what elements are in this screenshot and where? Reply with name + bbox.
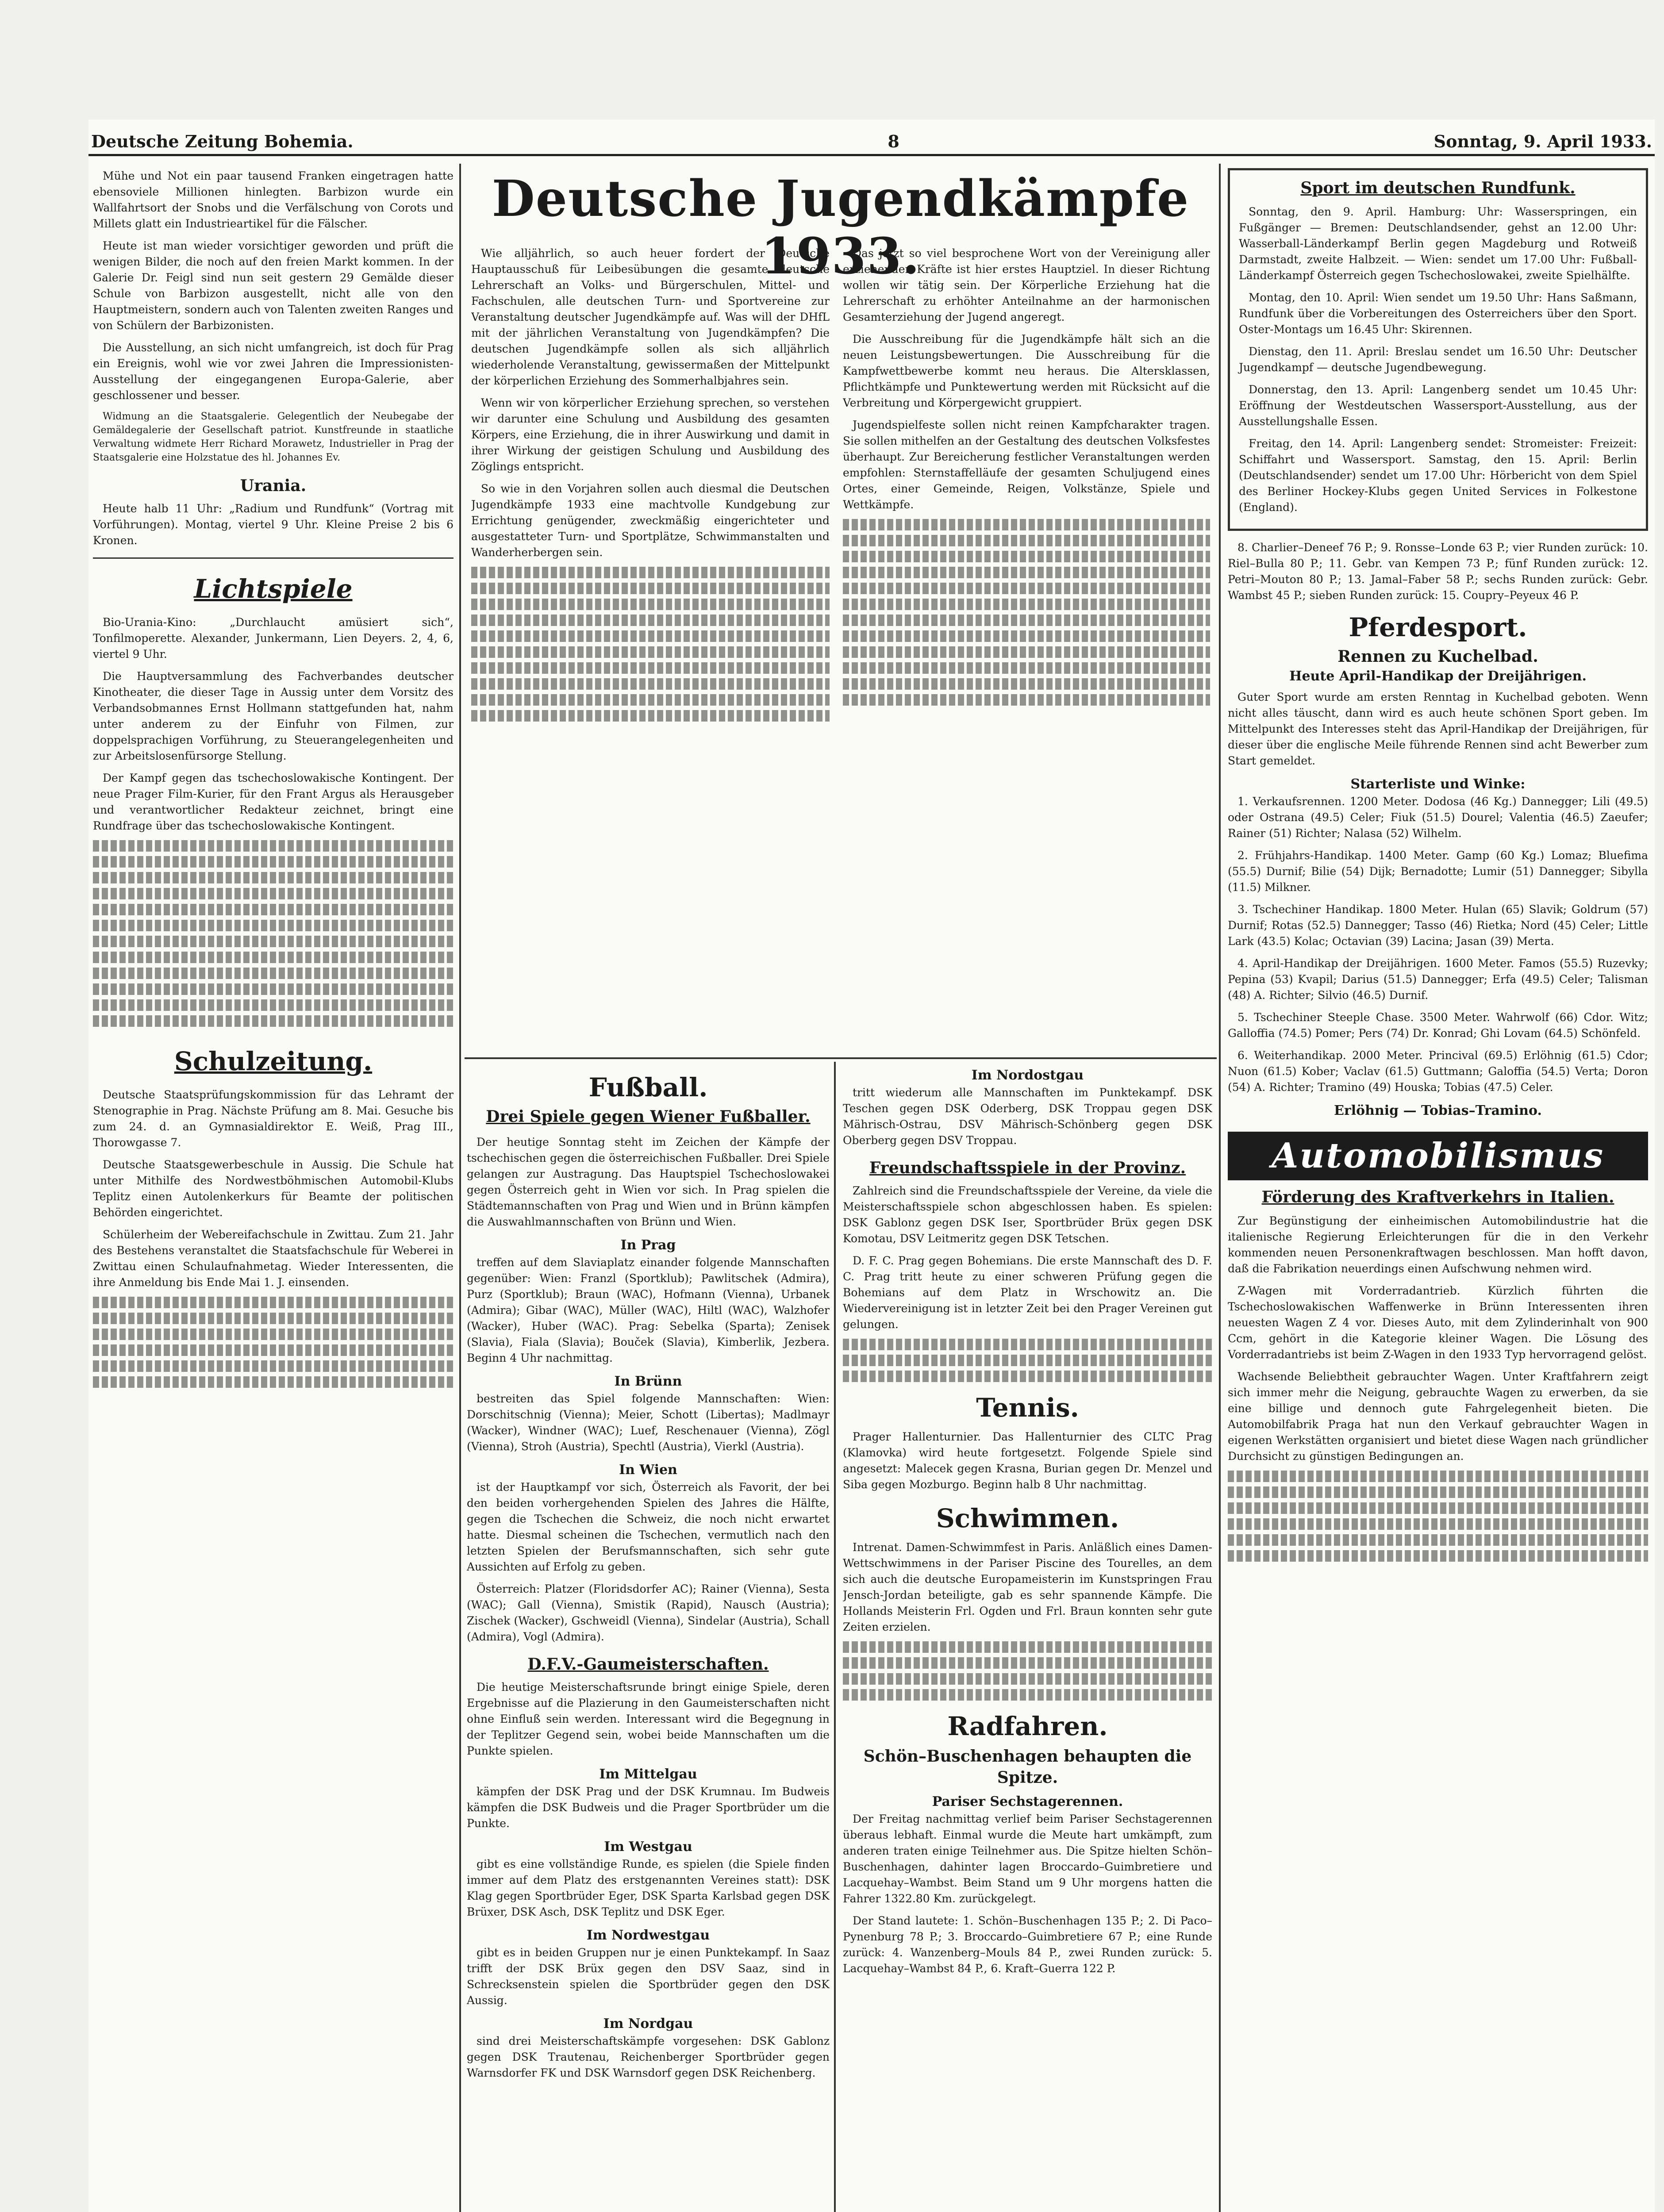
auto-p3: Wachsende Beliebtheit gebrauchter Wagen. Unter Kraftfahrern zeigt sich immer mehr die Neigung, gebrauchte Wagen zu erwerben, da sie eine billige und dennoch gute Fahrgelegenheit bieten. Die Automobilfabrik Praga hat nun den Verkauf gebrauchter Wagen in eigenen Werkstätten organisiert und bietet diese Wagen nach gründlicher Durchsicht zu günstigen Bedingungen an. xyxy=(1228,1370,1648,1463)
auto-p1: Zur Begünstigung der einheimischen Automobilindustrie hat die italienische Regierung Erleichterungen für die in den Verkehr kommenden neuen Personenkraftwagen beschlossen. Man hofft davon, daß die Fabrikation neuerdings einen Aufschwung nehmen wird. xyxy=(1228,1214,1648,1275)
column-rule xyxy=(459,164,461,2212)
text-filler xyxy=(843,535,1210,546)
text-filler xyxy=(843,583,1210,594)
dfc-text: D. F. C. Prag gegen Bohemians. Die erste Mannschaft des D. F. C. Prag tritt heute zu einer schweren Prüfung gegen die Bohemians auf dem Platz in Wrschowitz an. Die Wiedervereinigung ist in letzter Zeit bei den Prager Vereinen gut gelungen. xyxy=(843,1254,1212,1331)
text-filler xyxy=(471,694,830,706)
mittelgau-text: kämpfen der DSK Prag und der DSK Krumnau. Im Budweis kämpfen die DSK Budweis und die Prager Sportbrüder um die Punkte. xyxy=(467,1785,830,1830)
nordostgau-text: tritt wiederum alle Mannschaften im Punktekampf. DSK Teschen gegen DSK Oderberg, DSK Troppau gegen DSK Mährisch-Ostrau, DSV Mährisch-Schönberg gegen DSK Oberberg gegen DSV Troppau. xyxy=(843,1086,1212,1147)
urania-text: Heute halb 11 Uhr: „Radium und Rundfunk“ (Vortrag mit Vorführungen). Montag, viertel 9 Uhr. Kleine Preise 2 bis 6 Kronen. xyxy=(93,502,453,547)
text-filler xyxy=(93,983,453,995)
freundschaft-text: Zahlreich sind die Freundschaftsspiele der Vereine, da viele die Meisterschaftsspiele schon abgeschlossen haben. Es spielen: DSK Gablonz gegen DSK Iser, Sportbrüder Brüx gegen DSK Komotau, DSV Leitmeritz gegen DSK Tetschen. xyxy=(843,1184,1212,1245)
note-staatsgalerie: Widmung an die Staatsgalerie. Gelegentlich der Neubegabe der Gemäldegalerie der Gesellschaft patriot. Kunstfreunde in staatliche Verwaltung widmete Herr Richard Morawetz, Industrieller in Prag der Staatsgalerie eine Holzstatue des hl. Johannes Ev. xyxy=(93,411,453,463)
text-filler xyxy=(843,1339,1212,1350)
text-filler xyxy=(843,1673,1212,1685)
column-rule xyxy=(1219,164,1221,2212)
text-filler xyxy=(843,646,1210,658)
main-p3: So wie in den Vorjahren sollen auch diesmal die Deutschen Jugendkämpfe 1933 eine machtvolle Kundgebung zur Errichtung genügender, zweckmäßig eingerichteter und ausgestatteter Turn- und Sportplätze, Schwimmanstalten und Wanderherbergen sein. xyxy=(471,482,830,559)
wien-heading: In Wien xyxy=(619,1462,677,1478)
text-filler xyxy=(1228,1534,1648,1546)
main-article xyxy=(467,166,1214,1055)
mittelgau-heading: Im Mittelgau xyxy=(599,1767,697,1782)
text-filler xyxy=(93,1329,453,1340)
pferdesport-heading: Pferdesport. xyxy=(1349,612,1527,642)
fussball-intro: Der heutige Sonntag steht im Zeichen der Kämpfe der tschechischen gegen die österreichischen Fußballer. Drei Spiele gelangen zur Austragung. Das Hauptspiel Tschechoslowakei gegen Österreich geht in Wien vor sich. In Prag spielen die Städtemannschaften von Prag und Wien und in Brünn kämpfen die Auswahlmannschaften von Brünn und Wien. xyxy=(467,1136,830,1228)
text-filler xyxy=(471,567,830,578)
rundfunk-p2: Montag, den 10. April: Wien sendet um 19.50 Uhr: Hans Saßmann, Rundfunk über die Vorbereitungen des Osterreichers über den Sport. Oster-Montags um 16.45 Uhr: Skirennen. xyxy=(1239,291,1637,336)
text-filler xyxy=(471,614,830,626)
fussball-heading: Fußball. xyxy=(588,1072,708,1102)
fussball-wien-lineup: Österreich: Platzer (Floridsdorfer AC); Rainer (Vienna), Sesta (WAC); Gall (Vienna), Smistik (Rapid), Nausch (Austria); Zischek (Wacker), Gschweidl (Vienna), Sindelar (Austria), Schall (Admira), Vogl (Admira). xyxy=(467,1582,830,1643)
nordwestgau-text: gibt es in beiden Gruppen nur je einen Punktekampf. In Saaz trifft der DSK Brüx gegen den DSV Saaz, sind in Schrecksenstein spielen die Sportbrüder gegen den DSK Aussig. xyxy=(467,1946,830,2007)
text-filler xyxy=(471,583,830,594)
column-fussball xyxy=(467,1066,830,2212)
divider xyxy=(93,557,453,559)
text-filler xyxy=(843,551,1210,562)
column-rule xyxy=(834,1062,836,2212)
text-filler xyxy=(93,1313,453,1324)
newspaper-page xyxy=(88,119,1655,2212)
rundfunk-p3: Dienstag, den 11. April: Breslau sendet um 16.50 Uhr: Deutscher Jugendkampf — deutsche Jugendbewegung. xyxy=(1239,345,1637,374)
prag-heading: In Prag xyxy=(620,1237,676,1253)
main-p2: Wenn wir von körperlicher Erziehung sprechen, so verstehen wir darunter eine Schulung und Ausbildung des gesamten Körpers, eine Erziehung, die in ihrer Auswirkung und damit in ihrer Wirkung der geistigen Schulung und Ausbildung des Zöglings entspricht. xyxy=(471,396,830,473)
column-left xyxy=(93,168,453,2212)
lichtspiele-p3: Der Kampf gegen das tschechoslowakische Kontingent. Der neue Prager Film-Kurier, für den Frant Argus als Herausgeber und verantwortlicher Redakteur zeichnet, bringt eine Rundfrage über das tschechoslowakische Kontingent. xyxy=(93,772,453,832)
text-filler xyxy=(93,999,453,1011)
westgau-heading: Im Westgau xyxy=(604,1839,692,1855)
text-filler xyxy=(843,1371,1212,1382)
text-filler xyxy=(471,646,830,658)
april-handikap-heading: Heute April-Handikap der Dreijährigen. xyxy=(1289,668,1587,684)
nordgau-heading: Im Nordgau xyxy=(603,2016,693,2032)
fussball-prag: treffen auf dem Slaviaplatz einander folgende Mannschaften gegenüber: Wien: Franzl (Sportklub); Pawlitschek (Admira), Purz (Sportklub); Braun (WAC), Hofmann (Vienna), Urbanek (Admira); Gibar (WAC), Müller (WAC), Hiltl (WAC), Walzhofer (Wacker), Huber (WAC). Prag: Sebelka (Sparta); Zenisek (Slavia), Fiala (Slavia); Bouček (Slavia), Kimberlik, Jezbera. Beginn 4 Uhr nachmittag. xyxy=(467,1256,830,1364)
text-filler xyxy=(471,599,830,610)
text-filler xyxy=(471,630,830,642)
radfahren-heading: Radfahren. xyxy=(947,1711,1108,1741)
text-filler xyxy=(93,904,453,915)
starterliste-heading: Starterliste und Winke: xyxy=(1350,776,1526,792)
article-barbizon-p3: Die Ausstellung, an sich nicht umfangreich, ist doch für Prag ein Ereignis, wohl wie vor zwei Jahren die Impressionisten-Ausstellung der eingegangenen Europa-Galerie, aber geschlossener und besser. xyxy=(93,341,453,402)
rundfunk-heading: Sport im deutschen Rundfunk. xyxy=(1300,179,1576,197)
main-article-headline: Deutsche Jugendkämpfe 1933. xyxy=(492,170,1190,285)
lichtspiele-p2: Die Hauptversammlung des Fachverbandes deutscher Kinotheater, die dieser Tage in Aussig unter dem Vorsitz des Verbandsobmannes Ernst Hollmann stattgefunden hat, nahm unter anderem zu der Einfuhr von Filmen, zur doppelsprachigen Vorführung, zu Steuerangelegenheiten und zur Arbeitslosenfürsorge Stellung. xyxy=(93,670,453,762)
main-p4: Das jetzt so viel besprochene Wort von der Vereinigung aller erziehenden Kräfte ist hier erstes Hauptziel. In dieser Richtung wollen wir tätig sein. Der Körperliche Erziehung hat die Lehrerschaft zu erhöhter Anteilnahme an der harmonischen Gesamterziehung der Jugend angeregt. xyxy=(843,247,1210,323)
race-6: 6. Weiterhandikap. 2000 Meter. Princival (69.5) Erlöhnig (61.5) Cdor; Nuon (61.5) Kober; Vaclav (61.5) Guttmann; Galoffia (54.5) Verta; Doron (54) A. Richter; Tramino (49) Houska; Tobias (47.5) Celer. xyxy=(1228,1049,1648,1094)
text-filler xyxy=(1228,1502,1648,1514)
text-filler xyxy=(843,1641,1212,1653)
text-filler xyxy=(471,710,830,722)
auto-p2: Z-Wagen mit Vorderradantrieb. Kürzlich führten die Tschechoslowakischen Waffenwerke in Brünn Interessenten ihren neuesten Wagen Z 4 vor. Dieses Auto, mit dem Zylinderinhalt von 900 Ccm, gehört in die Kategorie kleiner Wagen. Die Lösung des Vorderradantriebs ist beim Z-Wagen in den 1933 Typ hervorragend gelöst. xyxy=(1228,1284,1648,1361)
text-filler xyxy=(843,567,1210,578)
lichtspiele-p1: Bio-Urania-Kino: „Durchlaucht amüsiert sich“, Tonfilmoperette. Alexander, Junkermann, Lien Deyers. 2, 4, 6, viertel 9 Uhr. xyxy=(93,616,453,661)
text-filler xyxy=(843,630,1210,642)
main-article-col-b xyxy=(843,246,1210,1051)
text-filler xyxy=(1228,1550,1648,1562)
rundfunk-box xyxy=(1228,168,1648,531)
fussball-subheading: Drei Spiele gegen Wiener Fußballer. xyxy=(486,1107,811,1126)
column-sport-misc xyxy=(843,1066,1212,2212)
nordgau-text: sind drei Meisterschaftskämpfe vorgesehen: DSK Gablonz gegen DSK Trautenau, Reichenberger Sportbrüder gegen Warnsdorfer FK und DSK Warnsdorf gegen DSK Reichenberg. xyxy=(467,2035,830,2079)
text-filler xyxy=(93,1297,453,1308)
text-filler xyxy=(1228,1518,1648,1530)
text-filler xyxy=(93,872,453,883)
text-filler xyxy=(93,856,453,868)
text-filler xyxy=(93,1360,453,1372)
text-filler xyxy=(93,968,453,979)
header-page-number: 8 xyxy=(888,131,899,151)
main-p6: Jugendspielfeste sollen nicht reinen Kampfcharakter tragen. Sie sollen mithelfen an der Gestaltung des deutschen Volksfestes überhaupt. Zur Bereicherung festlicher Veranstaltungen werden empfohlen: Sternstaffelläufe der gesamten Schuljugend eines Ortes, einer Gemeinde, Reigen, Volkstänze, Spiele und Wettkämpfe. xyxy=(843,419,1210,511)
race-1: 1. Verkaufsrennen. 1200 Meter. Dodosa (46 Kg.) Dannegger; Lili (49.5) oder Ostrana (49.5) Celer; Fiuk (51.5) Dourel; Valentia (46.5) Zaeufer; Rainer (51) Richter; Nalasa (52) Wilhelm. xyxy=(1228,795,1648,840)
race-2: 2. Frühjahrs-Handikap. 1400 Meter. Gamp (60 Kg.) Lomaz; Bluefima (55.5) Durnif; Bilie (54) Dijk; Bernadotte; Lumir (51) Dannegger; Sibylla (11.5) Milkner. xyxy=(1228,849,1648,894)
race-3: 3. Tschechiner Handikap. 1800 Meter. Hulan (65) Slavik; Goldrum (57) Durnif; Rotas (52.5) Dannegger; Tasso (46) Rietka; Nord (45) Celer; Little Lark (43.5) Kolac; Octavian (39) Lacina; Jasan (39) Merta. xyxy=(1228,903,1648,948)
schulzeitung-heading: Schulzeitung. xyxy=(174,1046,373,1076)
main-p5: Die Ausschreibung für die Jugendkämpfe hält sich an die neuen Leistungsbewertungen. Die Ausschreibung für die Kampfwettbewerbe kommt neu heraus. Die Altersklassen, Pflichtkämpfe und Punktewertung werden mit Rücksicht auf die Verbreitung und Körpergewicht gruppiert. xyxy=(843,333,1210,409)
schwimmen-heading: Schwimmen. xyxy=(936,1503,1119,1533)
radfahren-text: Der Freitag nachmittag verlief beim Pariser Sechstagerennen überaus lebhaft. Einmal wurde die Meute hart umkämpft, zum anderen traten einige Teilnehmer aus. Die Spitze hielten Schön–Buschenhagen, dahinter lagen Broccardo–Guimbretiere und Lacquehay–Wambst. Beim Stand um 9 Uhr morgens hatten die Fahrer 1322.80 Km. zurückgelegt. xyxy=(843,1813,1212,1905)
lichtspiele-heading: Lichtspiele xyxy=(194,574,353,604)
text-filler xyxy=(1228,1471,1648,1482)
page-header xyxy=(88,127,1655,156)
dfv-text: Die heutige Meisterschaftsrunde bringt einige Spiele, deren Ergebnisse auf die Plazierung in den Gaumeisterschaften nicht ohne Einfluß sein werden. Interessant wird die Begegnung in der Teplitzer Gegend sein, wobei beide Mannschaften um die Punkte spielen. xyxy=(467,1681,830,1757)
text-filler xyxy=(93,1344,453,1356)
kuchelbad-heading: Rennen zu Kuchelbad. xyxy=(1337,647,1538,666)
rundfunk-p4: Donnerstag, den 13. April: Langenberg sendet um 10.45 Uhr: Eröffnung der Westdeutschen Wassersport-Ausstellung, aus der Ausstellungshalle Essen. xyxy=(1239,383,1637,428)
text-filler xyxy=(843,662,1210,674)
westgau-text: gibt es eine vollständige Runde, es spielen (die Spiele finden immer auf dem Platz des erstgenannten Vereines statt): DSK Klag gegen Sportbrüder Eger, DSK Sparta Karlsbad gegen DSK Brüxer, DSK Asch, DSK Teplitz und DSK Eger. xyxy=(467,1858,830,1918)
dfv-heading: D.F.V.-Gaumeisterschaften. xyxy=(527,1655,769,1674)
text-filler xyxy=(843,614,1210,626)
column-right xyxy=(1228,168,1648,2212)
pferde-p1: Guter Sport wurde am ersten Renntag in Kuchelbad geboten. Wenn nicht alles täuscht, dann wird es auch heute schönen Sport geben. Im Mittelpunkt des Interesses steht das April-Handikap der Dreijährigen, für dieser über die englische Meile führende Rennen sind acht Bewerber zum Start gemeldet. xyxy=(1228,691,1648,767)
freundschaft-heading: Freundschaftsspiele in der Provinz. xyxy=(869,1159,1186,1177)
tennis-heading: Tennis. xyxy=(976,1393,1079,1423)
fussball-wien: ist der Hauptkampf vor sich, Österreich als Favorit, der bei den beiden vorhergehenden Spielen des Jahres die Hälfte, gegen die Tschechen die Schweiz, die noch nicht erwartet hatte. Diesmal scheinen die Tschechen, vermutlich nach den letzten Spielen der Berufsmannschaften, sich sehr gute Aussichten auf Erfolg zu geben. xyxy=(467,1481,830,1573)
section-rule xyxy=(465,1057,1217,1059)
header-date: Sonntag, 9. April 1933. xyxy=(1433,131,1652,151)
kraftverkehr-heading: Förderung des Kraftverkehrs in Italien. xyxy=(1261,1188,1614,1206)
schwimmen-text: Intrenat. Damen-Schwimmfest in Paris. Anläßlich eines Damen-Wettschwimmens in der Pariser Piscine des Tourelles, an dem sich auch die deutsche Europameisterin im Kunstspringen Frau Jensch-Jordan beteiligte, gab es sehr spannende Kämpfe. Die Hollands Meisterin Frl. Ogden und Frl. Braun konnten sehr gute Zeiten erzielen. xyxy=(843,1541,1212,1633)
text-filler xyxy=(93,1015,453,1027)
text-filler xyxy=(1228,1486,1648,1498)
nordwestgau-heading: Im Nordwestgau xyxy=(586,1928,710,1943)
radfahren-standings: Der Stand lautete: 1. Schön–Buschenhagen 135 P.; 2. Di Paco–Pynenburg 78 P.; 3. Broccardo–Guimbretiere 67 P.; eine Runde zurück: 4. Wanzenberg–Mouls 84 P., zwei Runden zurück: 5. Lacquehay–Wambst 84 P., 6. Kraft–Guerra 122 P. xyxy=(843,1914,1212,1975)
text-filler xyxy=(93,1376,453,1388)
text-filler xyxy=(843,694,1210,706)
article-barbizon-p2: Heute ist man wieder vorsichtiger geworden und prüft die wenigen Bilder, die noch auf den freien Markt kommen. In der Galerie Dr. Feigl sind nun seit gestern 29 Gemälde dieser Schule von Barbizon ausgestellt, nicht alle von den Hauptmeistern, sondern auch von Talenten zweiten Ranges und von Schülern der Barbizonisten. xyxy=(93,239,453,332)
schule-p1: Deutsche Staatsprüfungskommission für das Lehramt der Stenographie in Prag. Nächste Prüfung am 8. Mai. Gesuche bis zum 24. d. an Gymnasialdirektor E. Weiß, Prag III., Thorowgasse 7. xyxy=(93,1088,453,1149)
radfahren-subheading: Schön–Buschenhagen behaupten die Spitze. xyxy=(863,1747,1192,1787)
text-filler xyxy=(471,678,830,690)
text-filler xyxy=(93,840,453,852)
schule-p3: Schülerheim der Webereifachschule in Zwittau. Zum 21. Jahr des Bestehens veranstaltet die Staatsfachschule für Weberei in Zwittau einen Schulaufnahmetag. Wieder Interessenten, die ihre Anmeldung bis Ende Mai 1. J. einsenden. xyxy=(93,1228,453,1289)
bruenn-heading: In Brünn xyxy=(614,1374,682,1389)
text-filler xyxy=(93,920,453,931)
text-filler xyxy=(843,1689,1212,1701)
text-filler xyxy=(843,678,1210,690)
article-barbizon-p1: Mühe und Not ein paar tausend Franken eingetragen hatte ebensoviele Millionen hinlegten. Barbizon wurde ein Wallfahrtsort der Snobs und die Verfälschung von Corots und Millets glatt ein Industrieartikel für die Fälscher. xyxy=(93,169,453,230)
text-filler xyxy=(93,888,453,899)
text-filler xyxy=(93,952,453,963)
sechstage-heading: Pariser Sechstagerennen. xyxy=(932,1794,1123,1809)
radrennen-results: 8. Charlier–Deneef 76 P.; 9. Ronsse–Londe 63 P.; vier Runden zurück: 10. Riel–Bulla 80 P.; 11. Gebr. van Kempen 73 P.; fünf Runden zurück: 12. Petri–Mouton 80 P.; 13. Jamal–Faber 58 P.; sechs Runden zurück: Gebr. Wambst 45 P.; sieben Runden zurück: 15. Coupry–Peyeux 46 P. xyxy=(1228,541,1648,602)
race-5: 5. Tschechiner Steeple Chase. 3500 Meter. Wahrwolf (66) Cdor. Witz; Galloffia (74.5) Pomer; Pers (74) Dr. Konrad; Ghi Lovam (64.5) Schönfeld. xyxy=(1228,1011,1648,1040)
main-p1: Wie alljährlich, so auch heuer fordert der Deutsche Hauptausschuß für Leibesübungen die gesamte deutsche Lehrerschaft an Volks- und Bürgerschulen, Mittel- und Fachschulen, alle deutschen Turn- und Sportvereine zur Veranstaltung deutscher Jugendkämpfe auf. Was will der DHfL mit der jährlichen Veranstaltung von Jugendkämpfen? Die deutschen Jugendkämpfe sollen als sich alljährlich wiederholende Veranstaltung, gewissermaßen der Mittelpunkt der körperlichen Erziehung des Sommerhalbjahres sein. xyxy=(471,247,830,387)
main-article-col-a xyxy=(471,246,830,1051)
schule-p2: Deutsche Staatsgewerbeschule in Aussig. Die Schule hat unter Mithilfe des Nordwestböhmischen Automobil-Klubs Teplitz einen Autolenkerkurs für Beamte der politischen Behörden eingerichtet. xyxy=(93,1158,453,1219)
text-filler xyxy=(843,1657,1212,1669)
urania-heading: Urania. xyxy=(240,476,307,495)
nordostgau-heading: Im Nordostgau xyxy=(971,1068,1084,1083)
rundfunk-p5: Freitag, den 14. April: Langenberg sendet: Stromeister: Freizeit: Schiffahrt und Wassersport. Samstag, den 15. April: Berlin (Deutschlandsender) sendet um 17.00 Uhr: Hörbericht von dem Spiel des Berliner Hockey-Klubs gegen United Services in Folkestone (England). xyxy=(1239,437,1637,514)
text-filler xyxy=(93,936,453,947)
text-filler xyxy=(843,1355,1212,1366)
fussball-bruenn: bestreiten das Spiel folgende Mannschaften: Wien: Dorschitschnig (Vienna); Meier, Schott (Libertas); Madlmayr (Wacker), Windner (WAC); Luef, Reschenauer (Vienna), Zögl (Vienna), Stroh (Austria), Spechtl (Austria), Vierkl (Austria). xyxy=(467,1392,830,1453)
tennis-text: Prager Hallenturnier. Das Hallenturnier des CLTC Prag (Klamovka) wird heute fortgesetzt. Folgende Spiele sind angesetzt: Malecek gegen Krasna, Burian gegen Dr. Menzel und Siba gegen Mozburgo. Beginn halb 8 Uhr nachmittag. xyxy=(843,1430,1212,1491)
text-filler xyxy=(843,519,1210,530)
rundfunk-p1: Sonntag, den 9. April. Hamburg: Uhr: Wasserspringen, ein Fußgänger — Bremen: Deutschlandsender, gehst an 12.00 Uhr: Wasserball-Länderkampf Berlin gegen Magdeburg und Rotweiß Darmstadt, zweite Halbzeit. — Wien: sendet um 17.00 Uhr: Fußball-Länderkampf Österreich gegen Tschechoslowakei, zweite Spielhälfte. xyxy=(1239,205,1637,282)
race-4: 4. April-Handikap der Dreijährigen. 1600 Meter. Famos (55.5) Ruzevky; Pepina (53) Kvapil; Darius (51.5) Dannegger; Erfa (49.5) Celer; Talisman (48) A. Richter; Silvio (46.5) Durnif. xyxy=(1228,957,1648,1002)
race-tip: Erlöhnig — Tobias–Tramino. xyxy=(1334,1103,1542,1118)
text-filler xyxy=(843,599,1210,610)
text-filler xyxy=(471,662,830,674)
header-masthead: Deutsche Zeitung Bohemia. xyxy=(91,131,354,151)
automobilismus-banner: Automobilismus xyxy=(1228,1132,1648,1180)
